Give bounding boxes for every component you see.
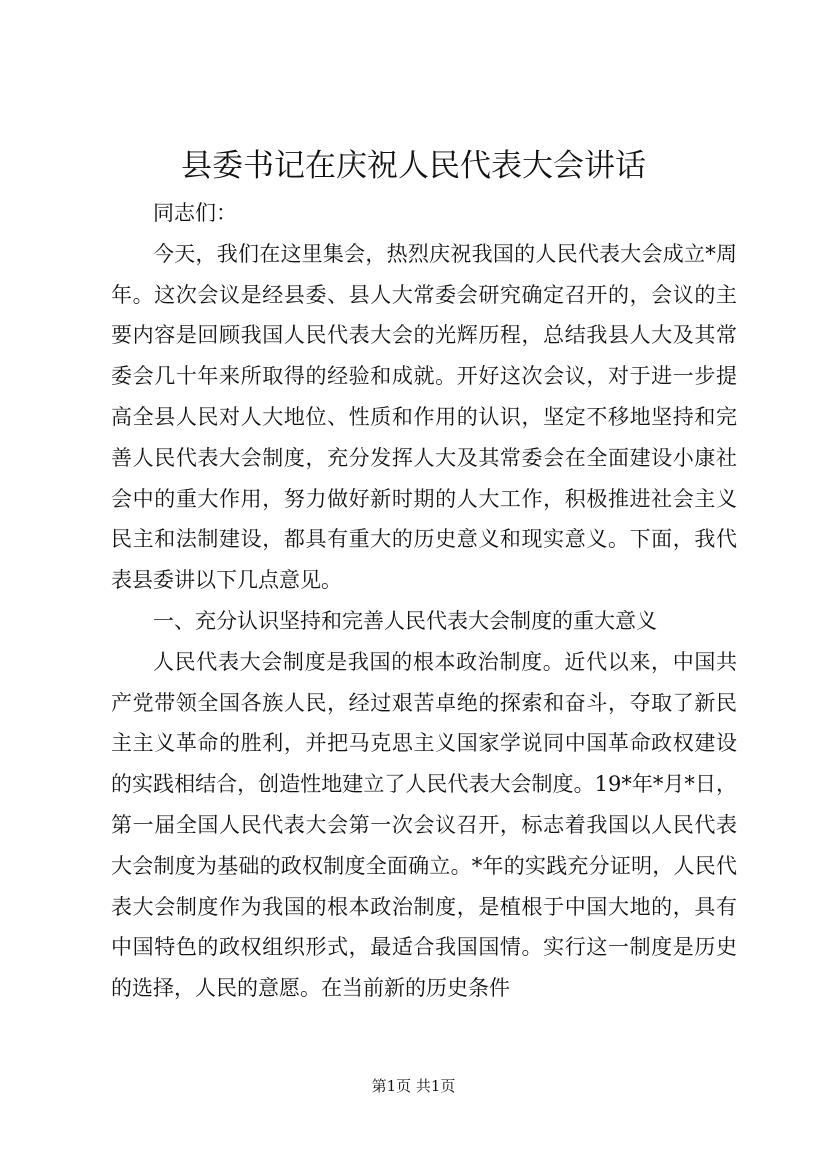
opening-paragraph: 今天，我们在这里集会，热烈庆祝我国的人民代表大会成立*周年。这次会议是经县委、县人大常委会研究确定召开的，会议的主要内容是回顾我国人民代表大会的光辉历程，总结我县人大及其常委会几十年来所取得的经验和成就。开好这次会议，对于进一步提高全县人民对人大地位、性质和作用的认识，坚定不移地坚持和完善人民代表大会制度，充分发挥人大及其常委会在全面建设小康社会中的重大作用，努力做好新时期的人大工作，积极推进社会主义民主和法制建设，都具有重大的历史意义和现实意义。下面，我代表县委讲以下几点意见。 [111, 241, 737, 593]
document-title: 县委书记在庆祝人民代表大会讲话 [181, 148, 646, 184]
section-paragraph: 人民代表大会制度是我国的根本政治制度。近代以来，中国共产党带领全国各族人民，经过艰苦卓绝的探索和奋斗，夺取了新民主主义革命的胜利，并把马克思主义国家学说同中国革命政权建设的实践相结合，创造性地建立了人民代表大会制度。19*年*月*日，第一届全国人民代表大会第一次会议召开，标志着我国以人民代表大会制度为基础的政权制度全面确立。*年的实践充分证明，人民代表大会制度作为我国的根本政治制度，是植根于中国大地的，具有中国特色的政权组织形式，最适合我国国情。实行这一制度是历史的选择，人民的意愿。在当前新的历史条件 [111, 649, 737, 1001]
document-body [111, 193, 737, 1009]
salutation-paragraph: 同志们： [153, 201, 237, 225]
page-footer: 第1页 共1页 [371, 1077, 456, 1095]
section-heading: 一、充分认识坚持和完善人民代表大会制度的重大意义 [153, 608, 657, 633]
